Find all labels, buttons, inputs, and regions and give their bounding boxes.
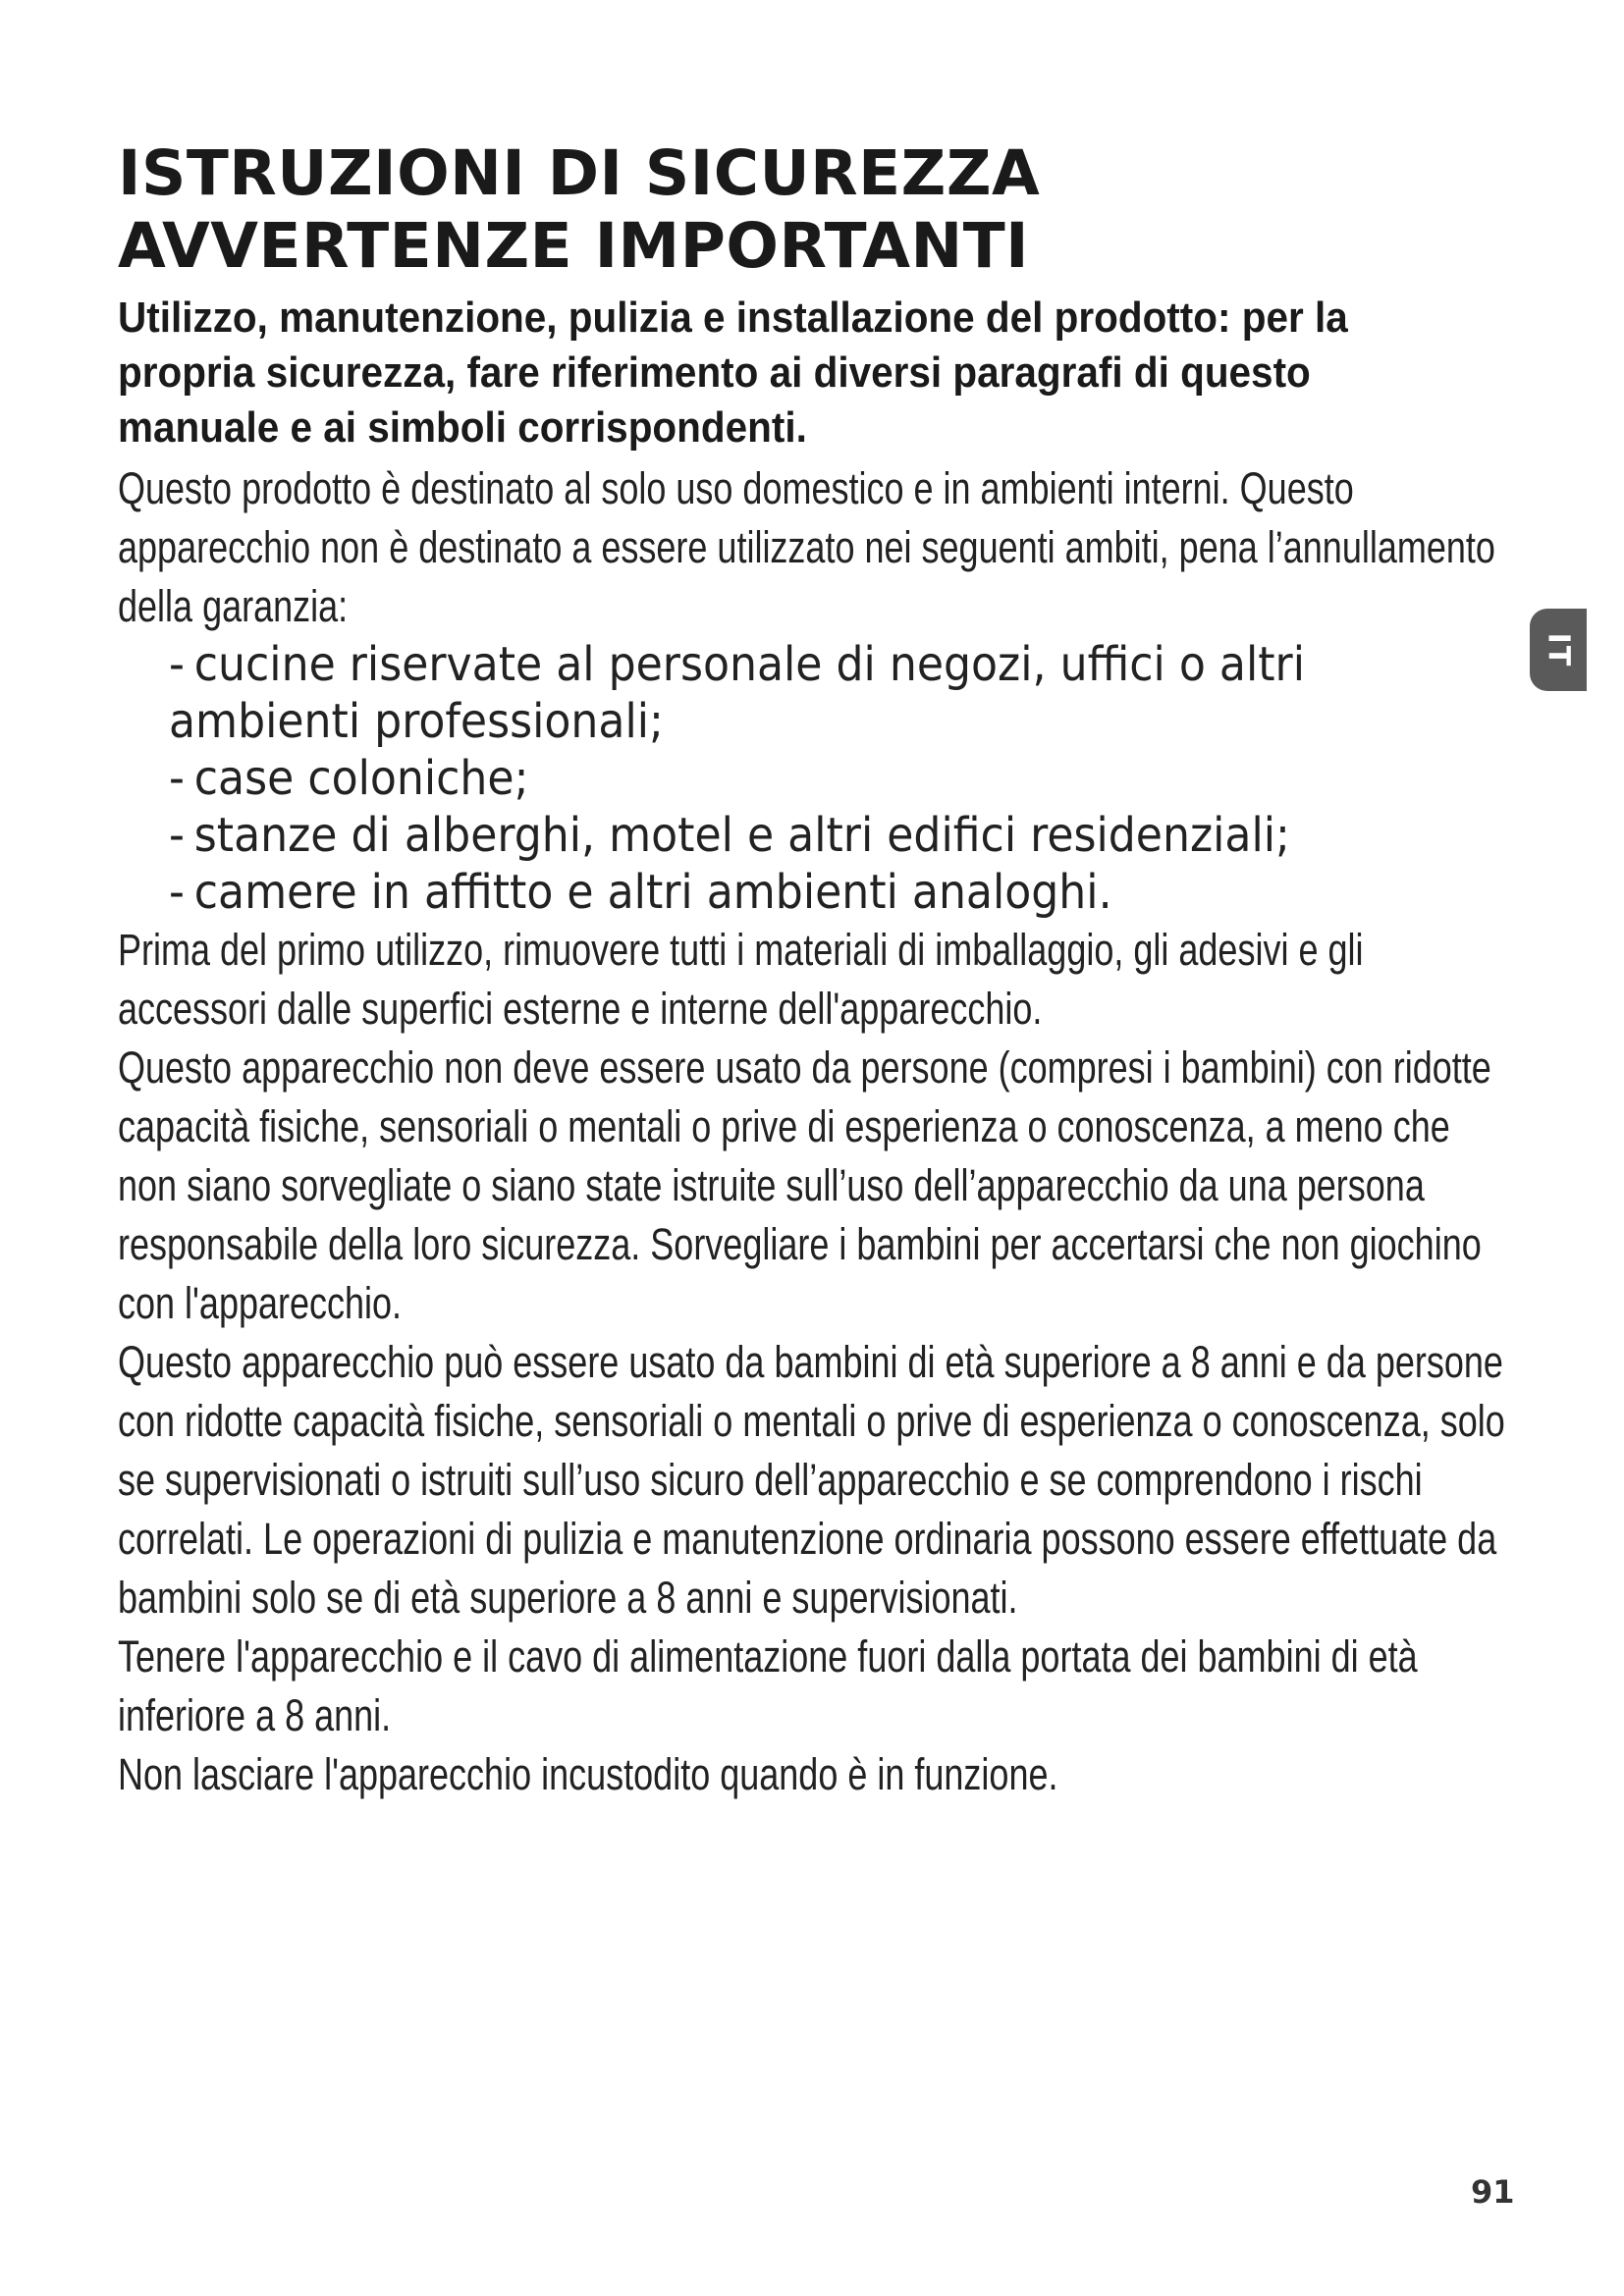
page-content [118,137,1542,1804]
paragraph-unattended: Non lasciare l'apparecchio incustodito quando è in funzione. [118,1749,1058,1799]
paragraph-packaging: Prima del primo utilizzo, rimuovere tutti i materiali di imballaggio, gli adesivi e gli accessori dalle superfici esterne e interne dell'apparecchio. [118,925,1364,1034]
section-subtitle: Utilizzo, manutenzione, pulizia e installazione del prodotto: per la propria sicurezza, fare riferimento ai diversi paragrafi di questo manuale e ai simboli corrispondenti. [118,294,1348,452]
section-title [118,137,1542,283]
list-item: - camere in affitto e altri ambienti analoghi. [169,865,1112,920]
page-number: 91 [1471,2173,1515,2211]
list-item: - case coloniche; [169,751,529,806]
list-item: - stanze di alberghi, motel e altri edifici residenziali; [169,808,1290,863]
list-item: - cucine riservate al personale di negozi, uffici o altri ambienti professionali; [169,637,1305,749]
language-tab-label: IT [1541,632,1576,667]
paragraph-children-8: Questo apparecchio può essere usato da bambini di età superiore a 8 anni e da persone con ridotte capacità fisiche, sensoriali o mentali o prive di esperienza o conoscenza, solo se supervisionati o istruiti sull’uso sicuro dell’apparecchio e se comprendono i rischi correlati. Le operazioni di pulizia e manutenzione ordinaria possono essere effettuate da bambini solo se di età superiore a 8 anni e supervisionati. [118,1337,1505,1623]
paragraph-keep-away: Tenere l'apparecchio e il cavo di alimentazione fuori dalla portata dei bambini di età inferiore a 8 anni. [118,1631,1418,1740]
language-tab [1530,609,1587,691]
excluded-uses-list [118,636,1542,921]
title-line-1: ISTRUZIONI DI SICUREZZA [118,137,1041,209]
intro-paragraph: Questo prodotto è destinato al solo uso domestico e in ambienti interni. Questo apparecchio non è destinato a essere utilizzato nei seguenti ambiti, pena l’annullamento della garanzia: [118,463,1495,631]
paragraph-supervision: Questo apparecchio non deve essere usato da persone (compresi i bambini) con ridotte capacità fisiche, sensoriali o mentali o prive di esperienza o conoscenza, a meno che non siano sorvegliate o siano state istruite sull’uso dell’apparecchio da una persona responsabile della loro sicurezza. Sorvegliare i bambini per accertarsi che non giochino con l'apparecchio. [118,1042,1491,1328]
title-line-2: AVVERTENZE IMPORTANTI [118,210,1030,282]
